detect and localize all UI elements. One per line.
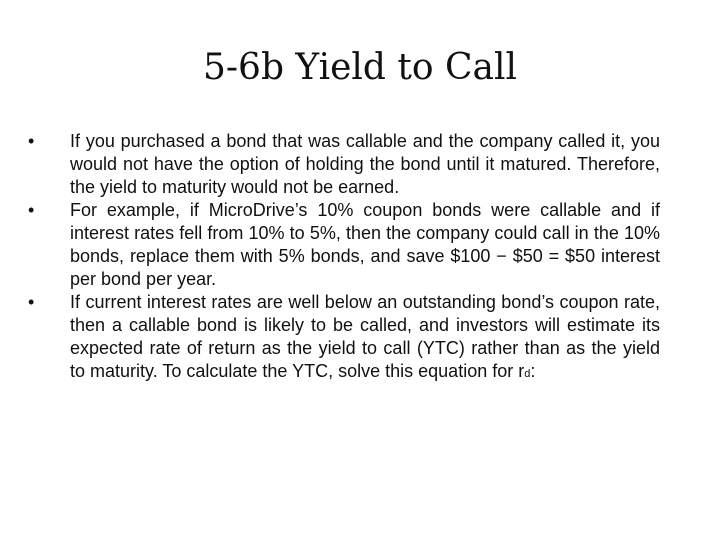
bullet-suffix: : — [530, 361, 536, 381]
bullet-text: If you purchased a bond that was callable and the company called it, you would not have the option of holding the bond until it matured. Therefore, the yield to maturity would not be earned. — [70, 131, 660, 197]
subscript-d: d — [524, 368, 531, 380]
bullet-list — [28, 130, 660, 386]
bullet-item-2 — [28, 199, 660, 291]
bullet-text: For example, if MicroDrive’s 10% coupon bonds were callable and if interest rates fell from 10% to 5%, then the company could call in the 10% bonds, replace them with 5% bonds, and save $100 − $50 = $50 interest per bond per year. — [70, 200, 660, 289]
bullet-item-1 — [28, 130, 660, 199]
bullet-marker: • — [28, 292, 35, 312]
bullet-text: If current interest rates are well below an outstanding bond’s coupon rate, then a callable bond is likely to be called, and investors will estimate its expected rate of return as the yield to call (YTC) rather than as the yield to maturity. To calculate the YTC, solve this equation for r — [70, 292, 660, 381]
slide-title: 5-6b Yield to Call — [202, 47, 518, 88]
bullet-item-3 — [28, 291, 660, 386]
bullet-marker: • — [28, 200, 35, 220]
bullet-marker: • — [28, 131, 35, 151]
